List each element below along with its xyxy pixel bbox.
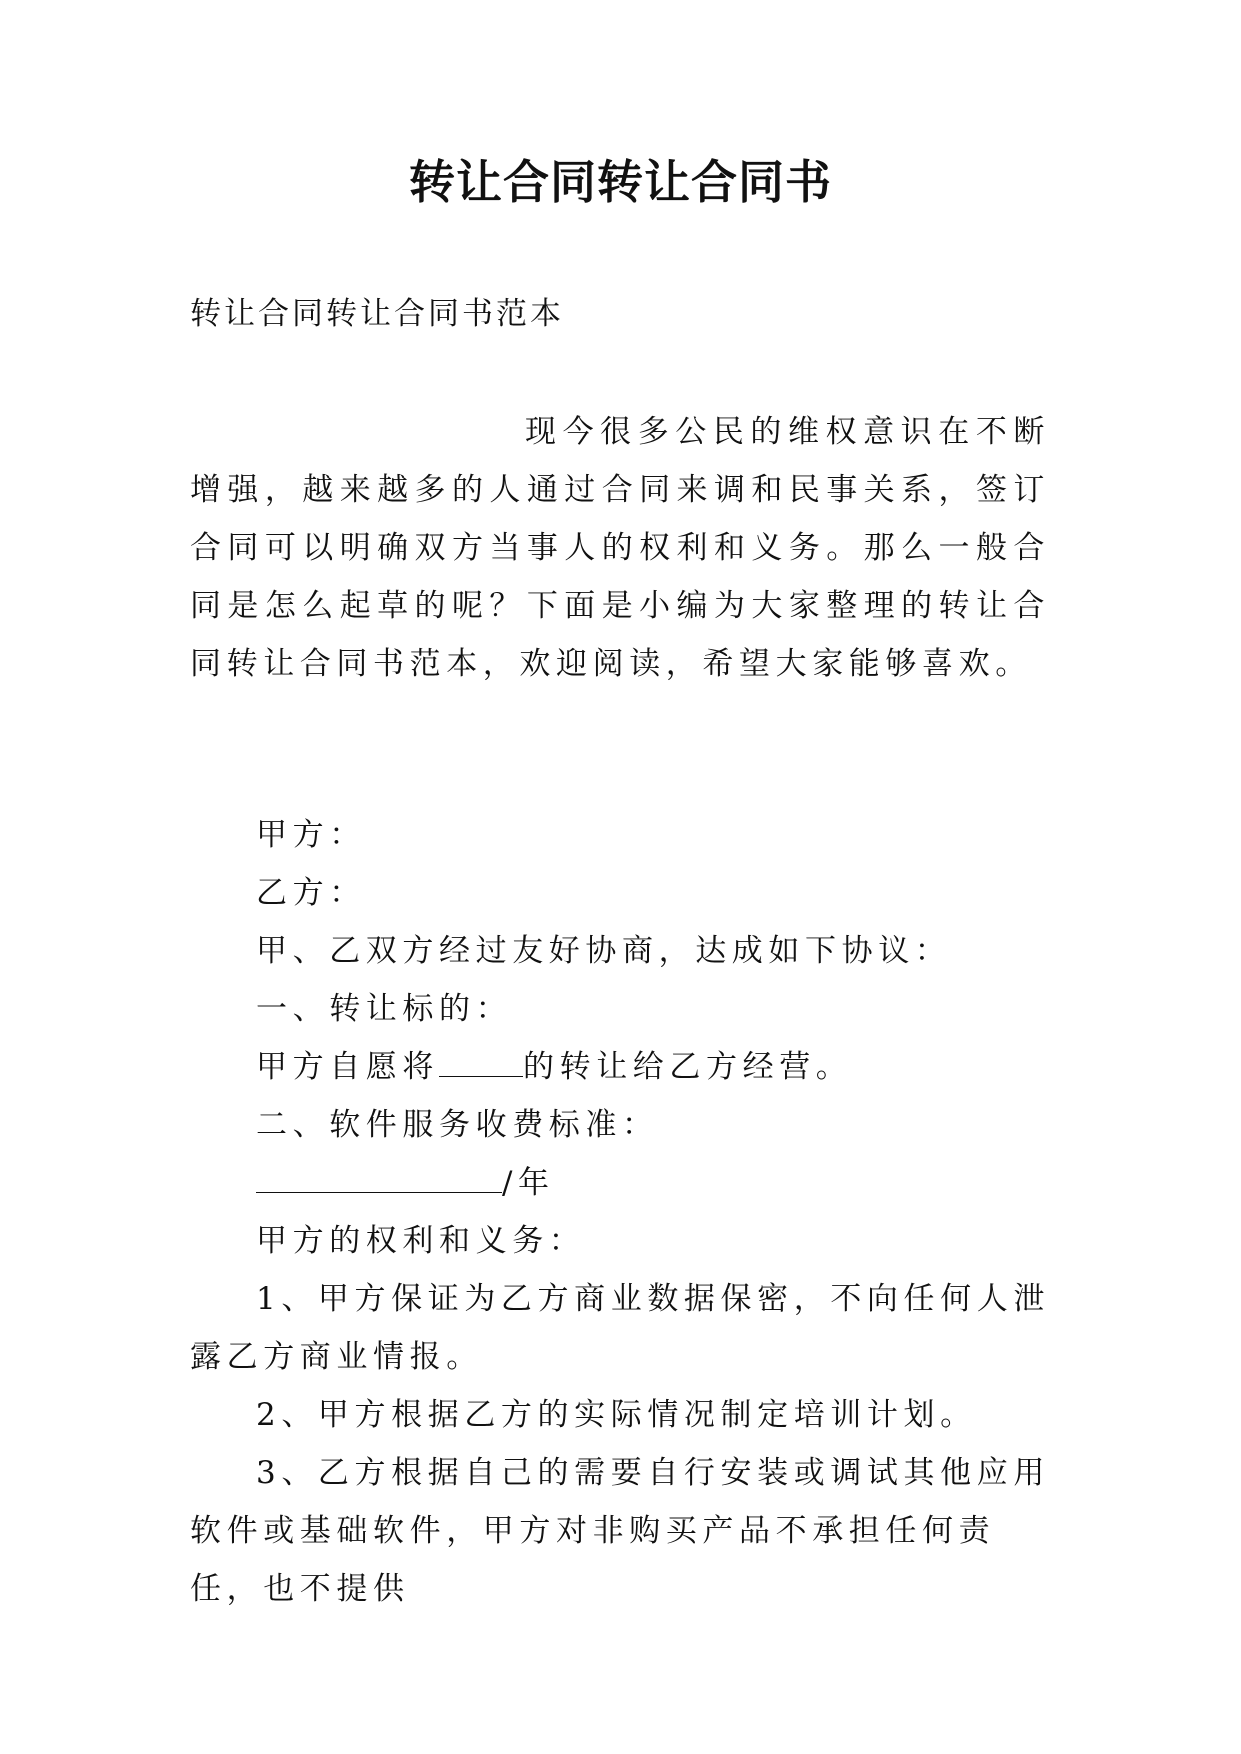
transfer-object-blank: [439, 1050, 523, 1077]
fee-amount-blank: [256, 1166, 502, 1193]
section1-text-before: 甲方自愿将: [256, 1049, 439, 1085]
clause-2: 2、甲方根据乙方的实际情况制定培训计划。: [256, 1397, 977, 1433]
party-a-line: 甲方：: [256, 817, 366, 853]
document-subtitle: 转让合同转让合同书范本: [190, 296, 564, 332]
agreement-intro: 甲、乙双方经过友好协商，达成如下协议：: [256, 933, 952, 969]
section1-heading: 一、转让标的：: [256, 991, 513, 1027]
clause-1: 1、甲方保证为乙方商业数据保密，不向任何人泄露乙方商业情报。: [190, 1281, 1050, 1375]
document-title: 转让合同转让合同书: [409, 155, 832, 209]
rights-heading: 甲方的权利和义务：: [256, 1223, 586, 1259]
fee-suffix: /年: [502, 1165, 555, 1201]
section1-text: [190, 1038, 1050, 1096]
fee-line: [190, 1154, 1050, 1212]
intro-paragraph: 现今很多公民的维权意识在不断增强，越来越多的人通过合同来调和民事关系，签订合同可以明确双方当事人的权利和义务。那么一般合同是怎么起草的呢？下面是小编为大家整理的转让合同转让合同书范本，欢迎阅读，希望大家能够喜欢。: [190, 414, 1050, 682]
contract-body: [190, 806, 1050, 1618]
clause-3: 3、乙方根据自己的需要自行安装或调试其他应用软件或基础软件，甲方对非购买产品不承担任何责任，也不提供: [190, 1455, 1050, 1607]
party-b-line: 乙方：: [256, 875, 366, 911]
section1-text-after: 的转让给乙方经营。: [523, 1049, 853, 1085]
section2-heading: 二、软件服务收费标准：: [256, 1107, 659, 1143]
